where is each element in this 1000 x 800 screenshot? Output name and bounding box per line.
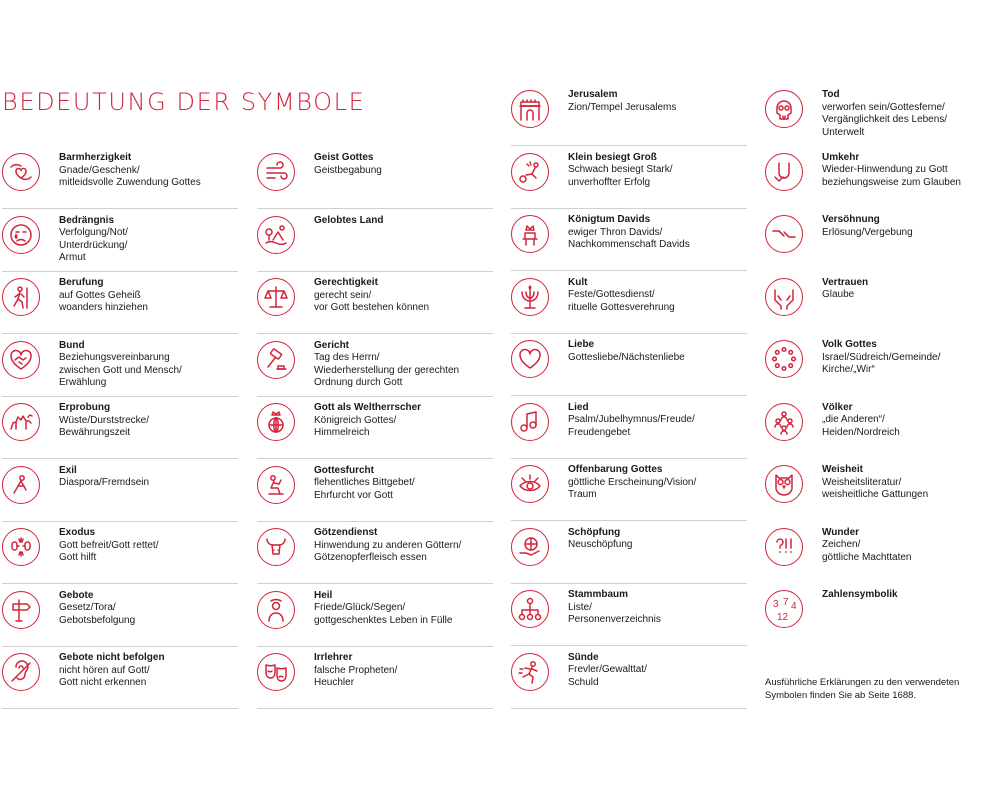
music-note-icon	[511, 403, 549, 441]
theater-masks-icon	[257, 653, 295, 691]
symbol-entry	[511, 277, 747, 334]
symbol-name-gericht: Gericht	[314, 339, 350, 351]
reaching-hands-icon	[765, 215, 803, 253]
symbol-entry	[2, 590, 238, 647]
symbol-entry	[257, 402, 493, 459]
landscape-icon	[257, 216, 295, 254]
symbol-description: auf Gottes Geheiß woanders hinziehen	[59, 289, 148, 313]
running-thief-icon	[511, 653, 549, 691]
svg-text:3: 3	[773, 599, 779, 610]
symbol-description: Tag des Herrn/ Wiederherstellung der gerechten Ordnung durch Gott	[314, 352, 460, 388]
heart-handshake-icon	[2, 341, 40, 379]
symbol-description: ewiger Thron Davids/ Nachkommenschaft Davids	[568, 226, 690, 250]
symbol-entry	[511, 152, 747, 209]
symbol-name-klein-besiegt-gro-: Klein besiegt Groß	[568, 151, 657, 163]
symbol-entry	[765, 589, 1000, 645]
camel-icon	[2, 403, 40, 441]
heart-in-hands-icon	[2, 153, 40, 191]
symbol-name-v-lker: Völker	[822, 401, 853, 413]
symbol-description: gerecht sein/ vor Gott bestehen können	[314, 289, 430, 313]
symbol-name-sch-pfung: Schöpfung	[568, 526, 621, 538]
question-exclamation-icon	[765, 528, 803, 566]
symbol-entry	[511, 652, 747, 709]
symbol-description: Diaspora/Fremdsein	[59, 477, 150, 488]
symbol-description: nicht hören auf Gott/ Gott nicht erkennen	[59, 664, 150, 688]
symbol-name-exil: Exil	[59, 464, 77, 476]
symbol-entry	[765, 152, 1000, 208]
symbol-description: Gottesliebe/Nächstenliebe	[568, 351, 685, 363]
symbol-name-zahlensymbolik: Zahlensymbolik	[822, 589, 898, 600]
symbol-name-gebote-nicht-befolgen: Gebote nicht befolgen	[59, 652, 165, 663]
symbol-entry	[511, 339, 747, 396]
symbol-description: Beziehungsvereinbarung zwischen Gott und Mensch/ Erwählung	[59, 352, 182, 388]
family-tree-icon	[511, 590, 549, 628]
symbol-description: göttliche Erscheinung/Vision/ Traum	[568, 476, 697, 500]
symbol-name-s-nde: Sünde	[568, 651, 599, 663]
symbol-entry	[765, 339, 1000, 395]
scales-icon	[257, 278, 295, 316]
people-group-icon	[765, 403, 803, 441]
numbers-icon	[765, 590, 803, 628]
symbol-entry	[257, 152, 493, 209]
crowned-globe-icon	[257, 403, 295, 441]
symbol-description: Liste/ Personenverzeichnis	[568, 601, 661, 625]
symbol-name-heil: Heil	[314, 589, 333, 601]
heart-icon	[511, 340, 549, 378]
symbol-description: falsche Propheten/ Heuchler	[314, 664, 398, 688]
symbol-description: flehentliches Bittgebet/ Ehrfurcht vor Gott	[314, 477, 415, 501]
symbol-name-lied: Lied	[568, 401, 589, 413]
symbol-entry	[257, 590, 493, 647]
symbol-description: Feste/Gottesdienst/ rituelle Gottesverehrung	[568, 289, 675, 313]
svg-text:4: 4	[791, 601, 797, 612]
symbol-description: „die Anderen“/ Heiden/Nordreich	[822, 414, 900, 438]
globe-in-hand-icon	[511, 528, 549, 566]
symbol-name-vertrauen: Vertrauen	[822, 276, 869, 288]
symbol-description: Wüste/Durststrecke/ Bewährungszeit	[59, 414, 150, 438]
symbol-name-jerusalem: Jerusalem	[568, 89, 618, 100]
slingshot-icon	[511, 153, 549, 191]
symbol-name-g-tzendienst: Götzendienst	[314, 527, 378, 538]
symbol-entry	[2, 152, 238, 209]
symbol-name-weisheit: Weisheit	[822, 464, 863, 475]
symbol-description: Wieder-Hinwendung zu Gott beziehungsweise zum Glauben	[822, 164, 961, 188]
symbol-description: Neuschöpfung	[568, 539, 633, 550]
symbol-description: Friede/Glück/Segen/ gottgeschenktes Leben in Fülle	[314, 602, 453, 626]
symbol-entry	[2, 652, 238, 709]
symbol-entry	[511, 402, 747, 459]
symbol-entry	[257, 527, 493, 584]
symbol-description: Glaube	[822, 289, 855, 300]
symbol-description: Gesetz/Tora/ Gebotsbefolgung	[59, 602, 136, 626]
symbol-description: Hinwendung zu anderen Göttern/ Götzenopferfleisch essen	[314, 539, 462, 563]
symbol-description: Gnade/Geschenk/ mitleidsvolle Zuwendung Gottes	[59, 164, 201, 188]
candelabrum-icon	[511, 278, 549, 316]
signpost-icon	[2, 591, 40, 629]
symbol-entry	[257, 465, 493, 522]
symbol-name-umkehr: Umkehr	[822, 151, 860, 163]
symbol-name-gott-als-weltherrscher: Gott als Weltherrscher	[314, 402, 422, 413]
temple-icon	[511, 90, 549, 128]
gavel-icon	[257, 341, 295, 379]
symbol-name-exodus: Exodus	[59, 527, 96, 538]
symbol-entry	[511, 89, 747, 146]
symbol-name-bund: Bund	[59, 339, 85, 351]
symbol-description: Schwach besiegt Stark/ unverhoffter Erfolg	[568, 164, 673, 188]
symbol-entry	[511, 464, 747, 521]
crossed-ear-icon	[2, 653, 40, 691]
u-turn-arrow-icon	[765, 153, 803, 191]
symbol-name-gelobtes-land: Gelobtes Land	[314, 214, 384, 226]
symbol-entry	[765, 402, 1000, 458]
symbol-description: Zeichen/ göttliche Machttaten	[822, 539, 912, 563]
symbol-name-barmherzigkeit: Barmherzigkeit	[59, 152, 132, 163]
kneeling-person-icon	[257, 466, 295, 504]
symbol-name-gebote: Gebote	[59, 589, 94, 601]
symbol-name-offenbarung-gottes: Offenbarung Gottes	[568, 464, 663, 475]
symbol-name-gerechtigkeit: Gerechtigkeit	[314, 277, 378, 288]
symbol-name-bedr-ngnis: Bedrängnis	[59, 214, 115, 226]
wind-icon	[257, 153, 295, 191]
symbol-name-wunder: Wunder	[822, 526, 860, 538]
radiant-eye-icon	[511, 465, 549, 503]
symbol-description: Weisheitsliteratur/ weisheitliche Gattungen	[822, 476, 929, 500]
symbol-name-k-nigtum-davids: Königtum Davids	[568, 214, 651, 225]
symbol-name-liebe: Liebe	[568, 339, 595, 350]
skull-icon	[765, 90, 803, 128]
crowned-throne-icon	[511, 215, 549, 253]
symbol-entry	[2, 527, 238, 584]
symbol-entry	[765, 89, 1000, 145]
crying-face-icon	[2, 216, 40, 254]
symbol-entry	[2, 215, 238, 272]
symbol-entry	[257, 652, 493, 709]
symbol-name-volk-gottes: Volk Gottes	[822, 339, 877, 350]
symbol-description: Verfolgung/Not/ Unterdrückung/ Armut	[59, 227, 128, 263]
symbol-entry	[765, 527, 1000, 583]
symbol-name-erprobung: Erprobung	[59, 402, 111, 413]
blessed-person-icon	[257, 591, 295, 629]
symbol-entry	[257, 340, 493, 397]
symbol-entry	[2, 340, 238, 397]
symbol-description: Israel/Südreich/Gemeinde/ Kirche/„Wir“	[822, 351, 941, 375]
symbol-description: Erlösung/Vergebung	[822, 226, 913, 238]
symbol-description: Geistbegabung	[314, 164, 382, 176]
walking-person-icon	[2, 278, 40, 316]
symbol-description: Zion/Tempel Jerusalems	[568, 101, 677, 113]
symbol-entry	[765, 277, 1000, 333]
symbol-description: Psalm/Jubelhymnus/Freude/ Freudengebet	[568, 414, 695, 438]
symbol-entry	[257, 277, 493, 334]
symbol-entry	[2, 465, 238, 522]
footnote: Ausführliche Erklärungen zu den verwendeten Symbolen finden Sie ab Seite 1688.	[765, 677, 960, 701]
symbol-description: Frevler/Gewalttat/ Schuld	[568, 664, 647, 688]
exile-figure-icon	[2, 466, 40, 504]
symbol-entry	[511, 589, 747, 646]
svg-text:12: 12	[777, 612, 789, 623]
people-circle-icon	[765, 340, 803, 378]
symbol-entry	[765, 214, 1000, 270]
symbol-entry	[2, 402, 238, 459]
symbol-name-kult: Kult	[568, 276, 588, 288]
owl-icon	[765, 465, 803, 503]
open-hands-icon	[765, 278, 803, 316]
symbol-name-irrlehrer: Irrlehrer	[314, 652, 353, 663]
symbol-name-gottesfurcht: Gottesfurcht	[314, 464, 374, 476]
symbol-entry	[765, 464, 1000, 520]
symbol-name-stammbaum: Stammbaum	[568, 589, 629, 600]
symbol-name-vers-hnung: Versöhnung	[822, 214, 880, 225]
svg-text:7: 7	[783, 597, 789, 608]
symbol-name-geist-gottes: Geist Gottes	[314, 152, 374, 163]
symbol-entry	[257, 215, 493, 272]
symbol-name-tod: Tod	[822, 89, 840, 100]
symbol-entry	[511, 527, 747, 584]
broken-chains-icon	[2, 528, 40, 566]
bull-head-icon	[257, 528, 295, 566]
symbol-description: Königreich Gottes/ Himmelreich	[314, 414, 397, 438]
symbol-name-berufung: Berufung	[59, 277, 104, 288]
symbol-entry	[2, 277, 238, 334]
symbol-description: verworfen sein/Gottesferne/ Vergänglichkeit des Lebens/ Unterwelt	[822, 101, 948, 138]
symbol-description: Gott befreit/Gott rettet/ Gott hilft	[59, 539, 159, 563]
page-title: BEDEUTUNG DER SYMBOLE	[2, 88, 366, 116]
symbol-entry	[511, 214, 747, 271]
